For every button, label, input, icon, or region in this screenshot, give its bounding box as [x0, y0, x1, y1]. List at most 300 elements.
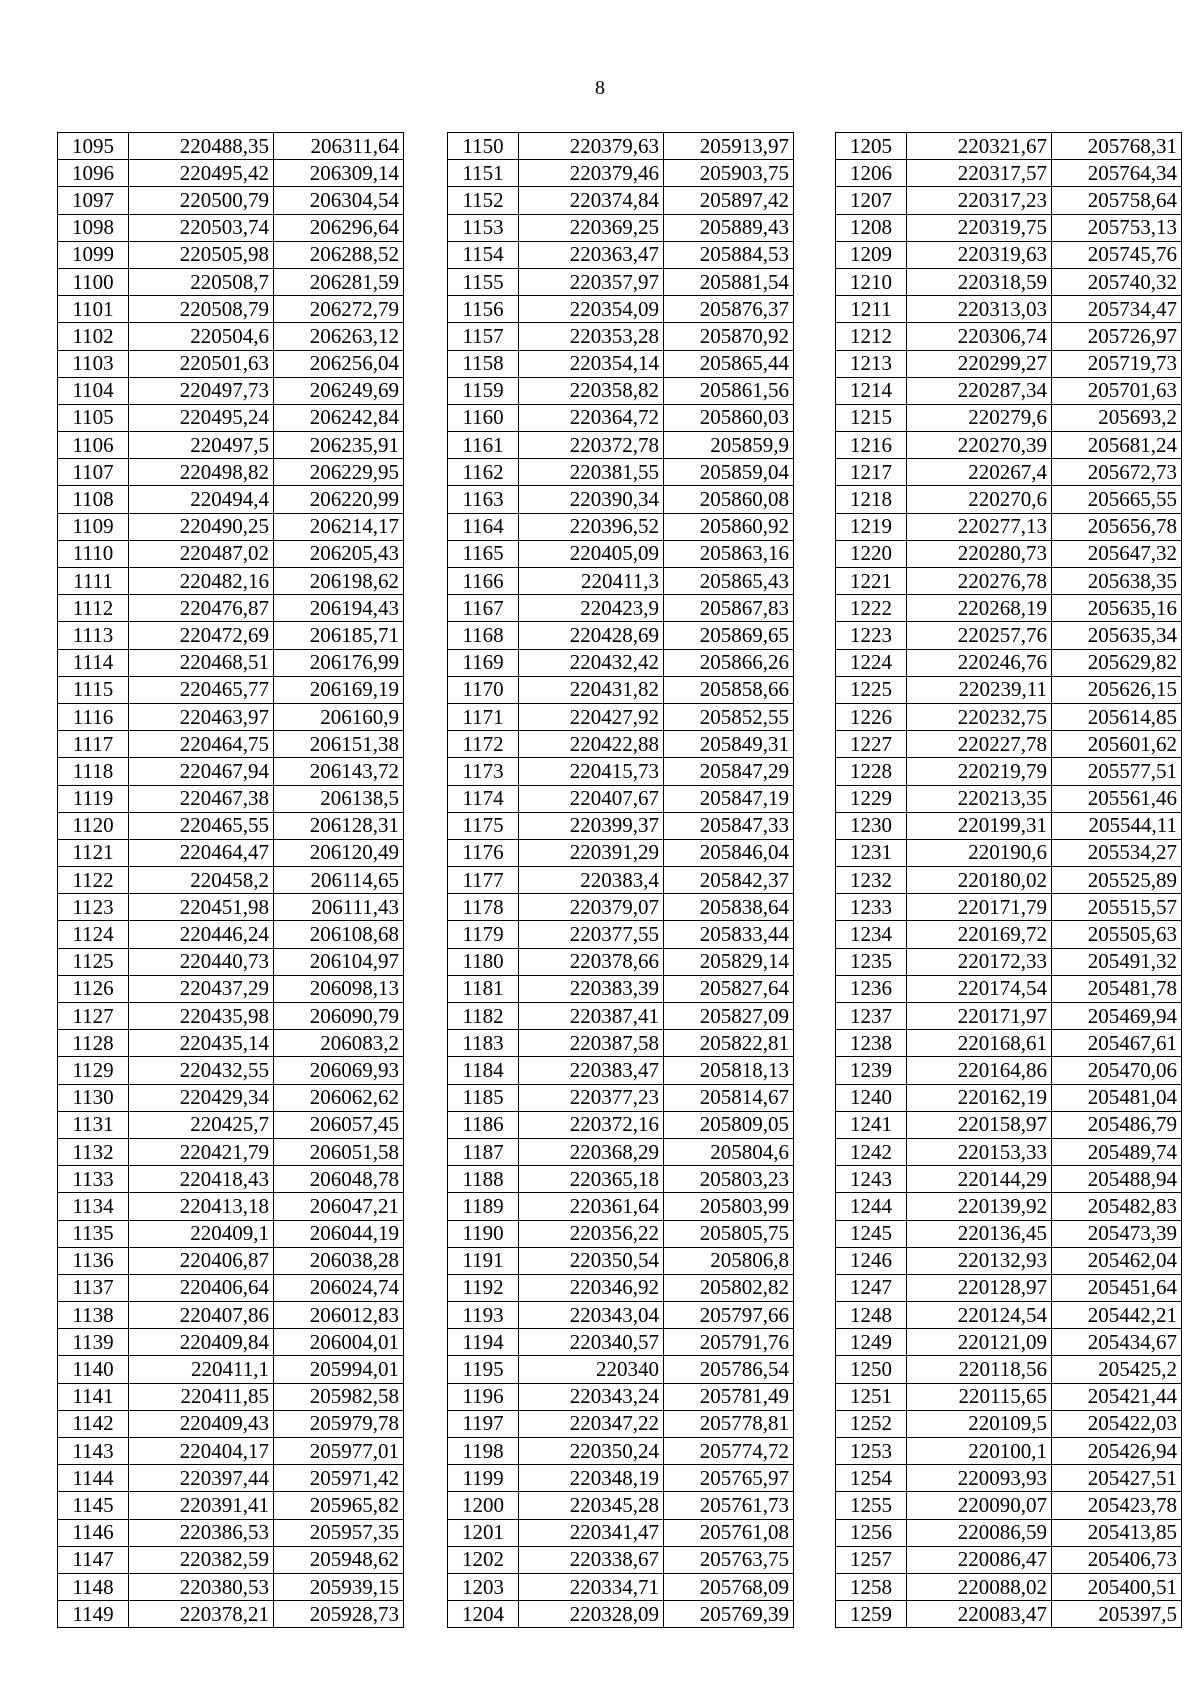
point-number-cell: 1133 — [58, 1166, 129, 1193]
y-coordinate-cell: 205656,78 — [1052, 513, 1182, 540]
table-row — [836, 1220, 1182, 1247]
point-number-cell: 1111 — [58, 568, 129, 595]
y-coordinate-cell: 205647,32 — [1052, 540, 1182, 567]
table-row — [58, 432, 404, 459]
x-coordinate-cell: 220505,98 — [129, 241, 274, 268]
x-coordinate-cell: 220464,75 — [129, 731, 274, 758]
point-number-cell: 1229 — [836, 785, 907, 812]
point-number-cell: 1106 — [58, 432, 129, 459]
point-number-cell: 1165 — [448, 540, 519, 567]
point-number-cell: 1211 — [836, 296, 907, 323]
y-coordinate-cell: 205505,63 — [1052, 921, 1182, 948]
point-number-cell: 1214 — [836, 377, 907, 404]
y-coordinate-cell: 206151,38 — [274, 731, 404, 758]
y-coordinate-cell: 206098,13 — [274, 975, 404, 1002]
point-number-cell: 1105 — [58, 404, 129, 431]
x-coordinate-cell: 220171,97 — [907, 1003, 1052, 1030]
table-row — [448, 948, 794, 975]
point-number-cell: 1121 — [58, 839, 129, 866]
x-coordinate-cell: 220270,6 — [907, 486, 1052, 513]
x-coordinate-cell: 220347,22 — [519, 1410, 664, 1437]
x-coordinate-cell: 220379,07 — [519, 894, 664, 921]
y-coordinate-cell: 206185,71 — [274, 622, 404, 649]
point-number-cell: 1102 — [58, 323, 129, 350]
table-row — [836, 1274, 1182, 1301]
point-number-cell: 1188 — [448, 1166, 519, 1193]
point-number-cell: 1116 — [58, 703, 129, 730]
x-coordinate-cell: 220246,76 — [907, 649, 1052, 676]
table-row — [58, 948, 404, 975]
x-coordinate-cell: 220086,47 — [907, 1546, 1052, 1573]
point-number-cell: 1247 — [836, 1274, 907, 1301]
table-row — [836, 187, 1182, 214]
x-coordinate-cell: 220121,09 — [907, 1329, 1052, 1356]
x-coordinate-cell: 220268,19 — [907, 595, 1052, 622]
table-row — [58, 649, 404, 676]
y-coordinate-cell: 205876,37 — [664, 296, 794, 323]
point-number-cell: 1096 — [58, 160, 129, 187]
table-row — [836, 703, 1182, 730]
y-coordinate-cell: 205778,81 — [664, 1410, 794, 1437]
table-row — [836, 540, 1182, 567]
table-row — [58, 839, 404, 866]
x-coordinate-cell: 220503,74 — [129, 214, 274, 241]
point-number-cell: 1216 — [836, 432, 907, 459]
y-coordinate-cell: 206160,9 — [274, 703, 404, 730]
x-coordinate-cell: 220423,9 — [519, 595, 664, 622]
point-number-cell: 1245 — [836, 1220, 907, 1247]
y-coordinate-cell: 206169,19 — [274, 676, 404, 703]
point-number-cell: 1176 — [448, 839, 519, 866]
point-number-cell: 1190 — [448, 1220, 519, 1247]
coordinate-table-3 — [835, 132, 1182, 1628]
point-number-cell: 1252 — [836, 1410, 907, 1437]
coordinate-table-body — [58, 133, 404, 1628]
point-number-cell: 1147 — [58, 1546, 129, 1573]
x-coordinate-cell: 220144,29 — [907, 1166, 1052, 1193]
x-coordinate-cell: 220497,73 — [129, 377, 274, 404]
x-coordinate-cell: 220397,44 — [129, 1465, 274, 1492]
x-coordinate-cell: 220396,52 — [519, 513, 664, 540]
table-row — [58, 187, 404, 214]
point-number-cell: 1128 — [58, 1030, 129, 1057]
x-coordinate-cell: 220411,3 — [519, 568, 664, 595]
y-coordinate-cell: 205913,97 — [664, 133, 794, 160]
table-row — [836, 214, 1182, 241]
table-row — [58, 1573, 404, 1600]
x-coordinate-cell: 220354,09 — [519, 296, 664, 323]
point-number-cell: 1237 — [836, 1003, 907, 1030]
table-row — [58, 459, 404, 486]
y-coordinate-cell: 206051,58 — [274, 1138, 404, 1165]
x-coordinate-cell: 220172,33 — [907, 948, 1052, 975]
point-number-cell: 1139 — [58, 1329, 129, 1356]
table-row — [58, 758, 404, 785]
table-row — [836, 1166, 1182, 1193]
y-coordinate-cell: 205897,42 — [664, 187, 794, 214]
x-coordinate-cell: 220378,66 — [519, 948, 664, 975]
y-coordinate-cell: 205818,13 — [664, 1057, 794, 1084]
point-number-cell: 1140 — [58, 1356, 129, 1383]
point-number-cell: 1223 — [836, 622, 907, 649]
point-number-cell: 1144 — [58, 1465, 129, 1492]
y-coordinate-cell: 206120,49 — [274, 839, 404, 866]
point-number-cell: 1238 — [836, 1030, 907, 1057]
y-coordinate-cell: 205481,78 — [1052, 975, 1182, 1002]
x-coordinate-cell: 220508,79 — [129, 296, 274, 323]
table-row — [836, 1084, 1182, 1111]
y-coordinate-cell: 205939,15 — [274, 1573, 404, 1600]
x-coordinate-cell: 220338,67 — [519, 1546, 664, 1573]
table-row — [58, 1601, 404, 1628]
point-number-cell: 1200 — [448, 1492, 519, 1519]
point-number-cell: 1108 — [58, 486, 129, 513]
point-number-cell: 1234 — [836, 921, 907, 948]
x-coordinate-cell: 220350,54 — [519, 1247, 664, 1274]
table-row — [448, 703, 794, 730]
x-coordinate-cell: 220168,61 — [907, 1030, 1052, 1057]
table-row — [58, 568, 404, 595]
point-number-cell: 1154 — [448, 241, 519, 268]
x-coordinate-cell: 220239,11 — [907, 676, 1052, 703]
y-coordinate-cell: 205903,75 — [664, 160, 794, 187]
table-row — [448, 268, 794, 295]
point-number-cell: 1230 — [836, 812, 907, 839]
point-number-cell: 1119 — [58, 785, 129, 812]
point-number-cell: 1219 — [836, 513, 907, 540]
point-number-cell: 1212 — [836, 323, 907, 350]
point-number-cell: 1189 — [448, 1193, 519, 1220]
point-number-cell: 1178 — [448, 894, 519, 921]
table-row — [448, 1601, 794, 1628]
table-row — [836, 296, 1182, 323]
point-number-cell: 1244 — [836, 1193, 907, 1220]
x-coordinate-cell: 220341,47 — [519, 1519, 664, 1546]
y-coordinate-cell: 205861,56 — [664, 377, 794, 404]
point-number-cell: 1217 — [836, 459, 907, 486]
x-coordinate-cell: 220109,5 — [907, 1410, 1052, 1437]
table-row — [58, 1410, 404, 1437]
y-coordinate-cell: 205860,08 — [664, 486, 794, 513]
y-coordinate-cell: 205846,04 — [664, 839, 794, 866]
point-number-cell: 1097 — [58, 187, 129, 214]
point-number-cell: 1130 — [58, 1084, 129, 1111]
point-number-cell: 1152 — [448, 187, 519, 214]
table-row — [448, 1573, 794, 1600]
x-coordinate-cell: 220487,02 — [129, 540, 274, 567]
x-coordinate-cell: 220500,79 — [129, 187, 274, 214]
y-coordinate-cell: 206304,54 — [274, 187, 404, 214]
y-coordinate-cell: 205614,85 — [1052, 703, 1182, 730]
table-row — [448, 404, 794, 431]
x-coordinate-cell: 220390,34 — [519, 486, 664, 513]
x-coordinate-cell: 220411,85 — [129, 1383, 274, 1410]
table-row — [836, 1247, 1182, 1274]
y-coordinate-cell: 205719,73 — [1052, 350, 1182, 377]
table-row — [448, 1302, 794, 1329]
y-coordinate-cell: 205413,85 — [1052, 1519, 1182, 1546]
point-number-cell: 1132 — [58, 1138, 129, 1165]
coordinate-table-1 — [57, 132, 404, 1628]
y-coordinate-cell: 205421,44 — [1052, 1383, 1182, 1410]
x-coordinate-cell: 220501,63 — [129, 350, 274, 377]
table-row — [448, 731, 794, 758]
table-row — [58, 323, 404, 350]
y-coordinate-cell: 205827,09 — [664, 1003, 794, 1030]
point-number-cell: 1181 — [448, 975, 519, 1002]
table-row — [448, 785, 794, 812]
x-coordinate-cell: 220386,53 — [129, 1519, 274, 1546]
point-number-cell: 1192 — [448, 1274, 519, 1301]
y-coordinate-cell: 205423,78 — [1052, 1492, 1182, 1519]
point-number-cell: 1155 — [448, 268, 519, 295]
y-coordinate-cell: 206044,19 — [274, 1220, 404, 1247]
x-coordinate-cell: 220317,23 — [907, 187, 1052, 214]
point-number-cell: 1218 — [836, 486, 907, 513]
table-row — [58, 1111, 404, 1138]
table-row — [58, 133, 404, 160]
point-number-cell: 1143 — [58, 1438, 129, 1465]
table-row — [836, 1465, 1182, 1492]
table-row — [836, 241, 1182, 268]
table-row — [836, 975, 1182, 1002]
y-coordinate-cell: 206194,43 — [274, 595, 404, 622]
y-coordinate-cell: 206242,84 — [274, 404, 404, 431]
y-coordinate-cell: 206198,62 — [274, 568, 404, 595]
table-row — [58, 1274, 404, 1301]
y-coordinate-cell: 205829,14 — [664, 948, 794, 975]
point-number-cell: 1191 — [448, 1247, 519, 1274]
point-number-cell: 1101 — [58, 296, 129, 323]
table-row — [58, 350, 404, 377]
point-number-cell: 1142 — [58, 1410, 129, 1437]
x-coordinate-cell: 220383,4 — [519, 867, 664, 894]
y-coordinate-cell: 205803,23 — [664, 1166, 794, 1193]
y-coordinate-cell: 205425,2 — [1052, 1356, 1182, 1383]
table-row — [448, 1057, 794, 1084]
table-row — [836, 1573, 1182, 1600]
table-row — [58, 1302, 404, 1329]
point-number-cell: 1253 — [836, 1438, 907, 1465]
table-row — [836, 1601, 1182, 1628]
x-coordinate-cell: 220421,79 — [129, 1138, 274, 1165]
point-number-cell: 1157 — [448, 323, 519, 350]
y-coordinate-cell: 205859,9 — [664, 432, 794, 459]
table-row — [448, 377, 794, 404]
point-number-cell: 1186 — [448, 1111, 519, 1138]
x-coordinate-cell: 220328,09 — [519, 1601, 664, 1628]
table-row — [448, 894, 794, 921]
y-coordinate-cell: 205786,54 — [664, 1356, 794, 1383]
y-coordinate-cell: 205979,78 — [274, 1410, 404, 1437]
y-coordinate-cell: 205734,47 — [1052, 296, 1182, 323]
point-number-cell: 1146 — [58, 1519, 129, 1546]
x-coordinate-cell: 220227,78 — [907, 731, 1052, 758]
y-coordinate-cell: 206108,68 — [274, 921, 404, 948]
table-row — [448, 1329, 794, 1356]
point-number-cell: 1169 — [448, 649, 519, 676]
point-number-cell: 1231 — [836, 839, 907, 866]
point-number-cell: 1099 — [58, 241, 129, 268]
point-number-cell: 1207 — [836, 187, 907, 214]
y-coordinate-cell: 205481,04 — [1052, 1084, 1182, 1111]
table-row — [58, 1438, 404, 1465]
table-row — [58, 1329, 404, 1356]
table-row — [836, 948, 1182, 975]
point-number-cell: 1159 — [448, 377, 519, 404]
table-row — [836, 323, 1182, 350]
table-row — [836, 595, 1182, 622]
x-coordinate-cell: 220379,63 — [519, 133, 664, 160]
x-coordinate-cell: 220100,1 — [907, 1438, 1052, 1465]
table-row — [58, 894, 404, 921]
point-number-cell: 1141 — [58, 1383, 129, 1410]
table-row — [448, 975, 794, 1002]
y-coordinate-cell: 205764,34 — [1052, 160, 1182, 187]
y-coordinate-cell: 205847,19 — [664, 785, 794, 812]
y-coordinate-cell: 205865,43 — [664, 568, 794, 595]
x-coordinate-cell: 220363,47 — [519, 241, 664, 268]
x-coordinate-cell: 220090,07 — [907, 1492, 1052, 1519]
x-coordinate-cell: 220391,41 — [129, 1492, 274, 1519]
table-row — [836, 1383, 1182, 1410]
page-number: 8 — [595, 77, 605, 99]
table-row — [58, 703, 404, 730]
point-number-cell: 1120 — [58, 812, 129, 839]
y-coordinate-cell: 205635,16 — [1052, 595, 1182, 622]
x-coordinate-cell: 220334,71 — [519, 1573, 664, 1600]
point-number-cell: 1208 — [836, 214, 907, 241]
point-number-cell: 1171 — [448, 703, 519, 730]
point-number-cell: 1180 — [448, 948, 519, 975]
y-coordinate-cell: 206057,45 — [274, 1111, 404, 1138]
y-coordinate-cell: 205665,55 — [1052, 486, 1182, 513]
point-number-cell: 1160 — [448, 404, 519, 431]
table-row — [58, 1383, 404, 1410]
x-coordinate-cell: 220406,64 — [129, 1274, 274, 1301]
x-coordinate-cell: 220381,55 — [519, 459, 664, 486]
table-row — [448, 1030, 794, 1057]
y-coordinate-cell: 205488,94 — [1052, 1166, 1182, 1193]
y-coordinate-cell: 205765,97 — [664, 1465, 794, 1492]
table-row — [58, 214, 404, 241]
table-row — [448, 241, 794, 268]
x-coordinate-cell: 220287,34 — [907, 377, 1052, 404]
point-number-cell: 1109 — [58, 513, 129, 540]
y-coordinate-cell: 205681,24 — [1052, 432, 1182, 459]
table-row — [448, 296, 794, 323]
x-coordinate-cell: 220153,33 — [907, 1138, 1052, 1165]
y-coordinate-cell: 205515,57 — [1052, 894, 1182, 921]
y-coordinate-cell: 205928,73 — [274, 1601, 404, 1628]
table-row — [836, 432, 1182, 459]
point-number-cell: 1220 — [836, 540, 907, 567]
x-coordinate-cell: 220132,93 — [907, 1247, 1052, 1274]
x-coordinate-cell: 220463,97 — [129, 703, 274, 730]
x-coordinate-cell: 220343,04 — [519, 1302, 664, 1329]
x-coordinate-cell: 220432,42 — [519, 649, 664, 676]
x-coordinate-cell: 220413,18 — [129, 1193, 274, 1220]
point-number-cell: 1182 — [448, 1003, 519, 1030]
table-row — [58, 1247, 404, 1274]
point-number-cell: 1158 — [448, 350, 519, 377]
point-number-cell: 1249 — [836, 1329, 907, 1356]
x-coordinate-cell: 220422,88 — [519, 731, 664, 758]
table-row — [58, 1030, 404, 1057]
y-coordinate-cell: 206047,21 — [274, 1193, 404, 1220]
x-coordinate-cell: 220437,29 — [129, 975, 274, 1002]
y-coordinate-cell: 206048,78 — [274, 1166, 404, 1193]
y-coordinate-cell: 205889,43 — [664, 214, 794, 241]
point-number-cell: 1215 — [836, 404, 907, 431]
x-coordinate-cell: 220407,86 — [129, 1302, 274, 1329]
x-coordinate-cell: 220354,14 — [519, 350, 664, 377]
y-coordinate-cell: 205482,83 — [1052, 1193, 1182, 1220]
table-row — [448, 1546, 794, 1573]
table-row — [836, 459, 1182, 486]
table-row — [448, 350, 794, 377]
x-coordinate-cell: 220276,78 — [907, 568, 1052, 595]
x-coordinate-cell: 220317,57 — [907, 160, 1052, 187]
table-row — [448, 676, 794, 703]
table-row — [448, 1084, 794, 1111]
y-coordinate-cell: 205859,04 — [664, 459, 794, 486]
x-coordinate-cell: 220277,13 — [907, 513, 1052, 540]
point-number-cell: 1098 — [58, 214, 129, 241]
point-number-cell: 1206 — [836, 160, 907, 187]
y-coordinate-cell: 205833,44 — [664, 921, 794, 948]
y-coordinate-cell: 205489,74 — [1052, 1138, 1182, 1165]
x-coordinate-cell: 220350,24 — [519, 1438, 664, 1465]
x-coordinate-cell: 220348,19 — [519, 1465, 664, 1492]
point-number-cell: 1126 — [58, 975, 129, 1002]
table-row — [836, 160, 1182, 187]
table-row — [58, 1057, 404, 1084]
table-row — [448, 1438, 794, 1465]
table-row — [836, 649, 1182, 676]
point-number-cell: 1107 — [58, 459, 129, 486]
y-coordinate-cell: 206296,64 — [274, 214, 404, 241]
x-coordinate-cell: 220380,53 — [129, 1573, 274, 1600]
point-number-cell: 1251 — [836, 1383, 907, 1410]
table-row — [836, 1003, 1182, 1030]
x-coordinate-cell: 220199,31 — [907, 812, 1052, 839]
table-row — [58, 513, 404, 540]
point-number-cell: 1134 — [58, 1193, 129, 1220]
table-row — [448, 459, 794, 486]
point-number-cell: 1203 — [448, 1573, 519, 1600]
table-row — [836, 1057, 1182, 1084]
x-coordinate-cell: 220128,97 — [907, 1274, 1052, 1301]
point-number-cell: 1148 — [58, 1573, 129, 1600]
y-coordinate-cell: 206038,28 — [274, 1247, 404, 1274]
y-coordinate-cell: 205470,06 — [1052, 1057, 1182, 1084]
table-row — [58, 377, 404, 404]
point-number-cell: 1228 — [836, 758, 907, 785]
x-coordinate-cell: 220411,1 — [129, 1356, 274, 1383]
table-row — [58, 1356, 404, 1383]
x-coordinate-cell: 220488,35 — [129, 133, 274, 160]
y-coordinate-cell: 205957,35 — [274, 1519, 404, 1546]
coordinate-table-body — [448, 133, 794, 1628]
x-coordinate-cell: 220498,82 — [129, 459, 274, 486]
x-coordinate-cell: 220136,45 — [907, 1220, 1052, 1247]
y-coordinate-cell: 205965,82 — [274, 1492, 404, 1519]
y-coordinate-cell: 205491,32 — [1052, 948, 1182, 975]
point-number-cell: 1221 — [836, 568, 907, 595]
x-coordinate-cell: 220318,59 — [907, 268, 1052, 295]
table-row — [836, 486, 1182, 513]
